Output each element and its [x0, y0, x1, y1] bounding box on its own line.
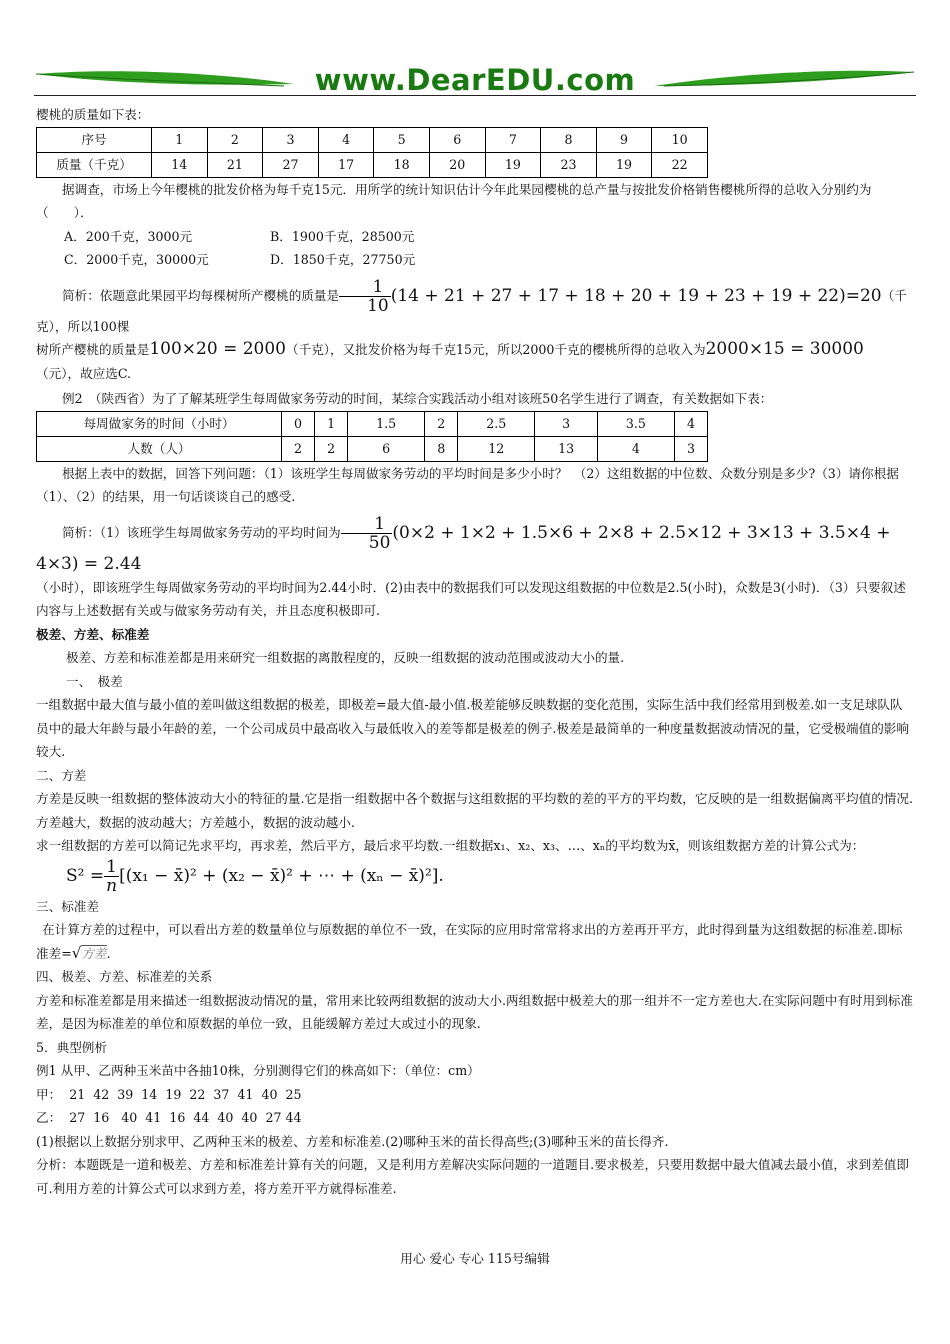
table-cell: 1.5	[348, 411, 425, 436]
question-1-options	[36, 225, 914, 272]
table-row	[37, 411, 708, 436]
sqrt-symbol: √	[71, 943, 82, 962]
table-cell: 2	[282, 436, 315, 461]
answer-2-line-1	[36, 515, 914, 576]
subsection-std-text: 在计算方差的过程中，可以看出方差的数量单位与原数据的单位不一致，在实际的应用时常常将求出的方差再开平方，此时得到量为这组数据的标准差.即标准差=√方差.	[36, 922, 903, 962]
answer-text: 简析：（1）该班学生每周做家务劳动的平均时间为	[62, 524, 341, 540]
table-cell: 序号	[37, 127, 152, 152]
table-cell: 4	[318, 127, 374, 152]
table-row	[37, 436, 708, 461]
option-a: A．200千克，3000元	[64, 228, 193, 244]
table-cell: 0	[282, 411, 315, 436]
table-cell: 8	[425, 436, 458, 461]
table-cell: 9	[596, 127, 652, 152]
example-1-data-jia: 甲： 21 42 39 14 19 22 37 41 40 25	[36, 1086, 302, 1102]
math-expression: S² =	[66, 865, 105, 886]
subsection-examples-title: 5．典型例析	[36, 1039, 107, 1055]
question-1-text: 据调查，市场上今年樱桃的批发价格为每千克15元．用所学的统计知识估计今年此果园樱桃的总产量与按批发价格销售樱桃所得的总收入分别约为（ ）．	[36, 181, 872, 220]
table-cell: 21	[207, 152, 263, 177]
housework-table	[36, 411, 708, 462]
answer-text: （千克），所以100棵	[36, 287, 907, 334]
table-cell: 2.5	[458, 411, 535, 436]
subsection-variance-text-2: 求一组数据的方差可以简记先求平均，再求差，然后平方，最后求平均数.一组数据x₁、x₂、x₃、…、xₙ的平均数为x̄，则该组数据方差的计算公式为：	[36, 838, 865, 854]
subsection-std-title: 三、标准差	[36, 898, 99, 914]
std-text: 在计算方差的过程中，可以看出方差的数量单位与原数据的单位不一致，在实际的应用时常常将求出的方差再开平方，此时得到量为这组数据的标准差.即标准差=	[36, 922, 903, 961]
table-cell: 3	[535, 411, 597, 436]
fraction-numerator: 1	[341, 515, 393, 534]
table-cell: 3	[263, 127, 319, 152]
section-title: 极差、方差、标准差	[36, 626, 150, 642]
table-cell: 14	[152, 152, 208, 177]
fraction-numerator: 1	[339, 278, 391, 297]
math-expression: [(x₁ − x̄)² + (x₂ − x̄)² + ⋯ + (xₙ − x̄)²].	[119, 865, 444, 886]
example-1-title: 例1 从甲、乙两种玉米苗中各抽10株，分别测得它们的株高如下：（单位：cm）	[36, 1063, 480, 1079]
option-c: C．2000千克，30000元	[64, 252, 209, 267]
table-cell: 19	[485, 152, 541, 177]
math-expression: 2000×15 = 30000	[705, 339, 864, 359]
table-cell: 每周做家务的时间（小时）	[37, 411, 282, 436]
site-header	[34, 62, 916, 102]
table-cell: 17	[318, 152, 374, 177]
example-2-questions: 根据上表中的数据，回答下列问题：（1）该班学生每周做家务劳动的平均时间是多少小时？ （2）这组数据的中位数、众数分别是多少?（3）请你根据（1）、（2）的结果，用一句话谈谈自己的感受.	[36, 465, 899, 504]
example-1-questions: (1)根据以上数据分别求甲、乙两种玉米的极差、方差和标准差.(2)哪种玉米的苗长得高些;(3)哪种玉米的苗长得齐.	[36, 1133, 669, 1149]
header-rule	[34, 95, 916, 96]
answer-1-line-3: （元），故应选C.	[36, 365, 132, 381]
answer-2-line-2: （小时），即该班学生每周做家务劳动的平均时间为2.44小时．(2)由表中的数据我们可以发现这组数据的中位数是2.5(小时)，众数是3(小时)．（3）只要叙述内容与上述数据有关或与做家务劳动有关，并且态度积极即可.	[36, 579, 906, 619]
table-cell: 12	[458, 436, 535, 461]
fraction-denominator: 10	[367, 295, 389, 316]
answer-1-line-1	[36, 278, 914, 339]
section-intro: 极差、方差和标准差都是用来研究一组数据的离散程度的，反映一组数据的波动范围或波动大小的量.	[66, 650, 625, 666]
fraction	[341, 515, 393, 552]
option-d: D．1850千克，27750元	[270, 252, 416, 267]
fraction	[104, 858, 119, 895]
math-expression: (14 + 21 + 27 + 17 + 18 + 20 + 19 + 23 + 19 + 22)=20	[390, 285, 882, 306]
answer-text: （千克），又批发价格为每千克15元，所以2000千克的樱桃所得的总收入为	[285, 342, 706, 357]
subsection-range-title: 一、 极差	[66, 673, 123, 689]
option-b: B．1900千克，28500元	[270, 228, 415, 244]
table-cell: 23	[541, 152, 597, 177]
answer-1-line-2	[36, 338, 914, 362]
table-cell: 人数（人）	[37, 436, 282, 461]
table-cell: 13	[535, 436, 597, 461]
fraction-denominator: n	[106, 875, 118, 896]
subsection-range-text: 一组数据中最大值与最小值的差叫做这组数据的极差，即极差=最大值-最小值.极差能够反映数据的变化范围，实际生活中我们经常用到极差.如一支足球队队员中的最大年龄与最小年龄的差，一个公司成员中最高收入与最低收入的差等都是极差的例子.极差是最简单的一种度量数据波动情况的量，它受极端值的影响较大.	[36, 697, 909, 760]
table-cell: 1	[315, 411, 348, 436]
subsection-variance-text: 方差是反映一组数据的整体波动大小的特征的量.它是指一组数据中各个数据与这组数据的平均数的差的平方的平均数，它反映的是一组数据偏离平均值的情况.方差越大，数据的波动越大；方差越小，数据的波动越小.	[36, 791, 913, 830]
subsection-relation-text: 方差和标准差都是用来描述一组数据波动情况的量，常用来比较两组数据的波动大小.两组数据中极差大的那一组并不一定方差也大.在实际问题中有时用到标准差，是因为标准差的单位和原数据的单位一致，且能缓解方差过大或过小的现象.	[36, 992, 913, 1032]
table-cell: 2	[425, 411, 458, 436]
math-expression: 100×20 = 2000	[149, 339, 286, 359]
table-cell: 8	[541, 127, 597, 152]
table-cell: 2	[315, 436, 348, 461]
intro-text: 樱桃的质量如下表：	[36, 107, 150, 122]
table-row	[37, 127, 708, 152]
example-2-title: 例2 （陕西省）为了了解某班学生每周做家务劳动的时间，某综合实践活动小组对该班50名学生进行了调查，有关数据如下表：	[62, 391, 773, 406]
fraction-numerator: 1	[104, 858, 119, 877]
table-cell: 质量（千克）	[37, 152, 152, 177]
document-body	[36, 103, 914, 1200]
answer-text: 树所产樱桃的质量是	[36, 342, 150, 357]
table-cell: 18	[374, 152, 430, 177]
subsection-variance-title: 二、方差	[36, 767, 87, 783]
table-cell: 7	[485, 127, 541, 152]
answer-text: 简析：依题意此果园平均每棵树所产樱桃的质量是	[62, 287, 340, 303]
table-cell: 27	[263, 152, 319, 177]
table-cell: 3.5	[597, 411, 674, 436]
table-cell: 6	[348, 436, 425, 461]
fraction	[339, 278, 391, 315]
page-footer: 用心 爱心 专心 115号编辑	[400, 1251, 550, 1266]
table-row	[37, 152, 708, 177]
table-cell: 10	[652, 127, 708, 152]
math-expression: (0×2 + 1×2 + 1.5×6 + 2×8 + 2.5×12 + 3×13 + 3.5×4 + 4×3) = 2.44	[36, 522, 891, 574]
example-1-data-yi: 乙： 27 16 40 41 16 44 40 40 27 44	[36, 1110, 302, 1126]
table-cell: 19	[596, 152, 652, 177]
table-cell: 2	[207, 127, 263, 152]
subsection-relation-title: 四、极差、方差、标准差的关系	[36, 969, 213, 985]
table-cell: 22	[652, 152, 708, 177]
table-cell: 4	[674, 411, 707, 436]
fraction-denominator: 50	[368, 532, 391, 553]
example-1-analysis: 分析：本题既是一道和极差、方差和标准差计算有关的问题，又是利用方差解决实际问题的一道题目.要求极差，只要用数据中最大值减去最小值，求到差值即可.利用方差的计算公式可以求到方差，将方差开平方就得标准差.	[36, 1157, 909, 1196]
table-cell: 1	[152, 127, 208, 152]
site-logo: www.DearEDU.com	[314, 63, 636, 97]
sqrt-radicand: 方差	[81, 945, 107, 961]
table-cell: 4	[597, 436, 674, 461]
table-cell: 20	[429, 152, 485, 177]
variance-formula	[36, 858, 914, 895]
table-cell: 5	[374, 127, 430, 152]
table-cell: 6	[429, 127, 485, 152]
cherry-mass-table	[36, 127, 708, 178]
table-cell: 3	[674, 436, 707, 461]
